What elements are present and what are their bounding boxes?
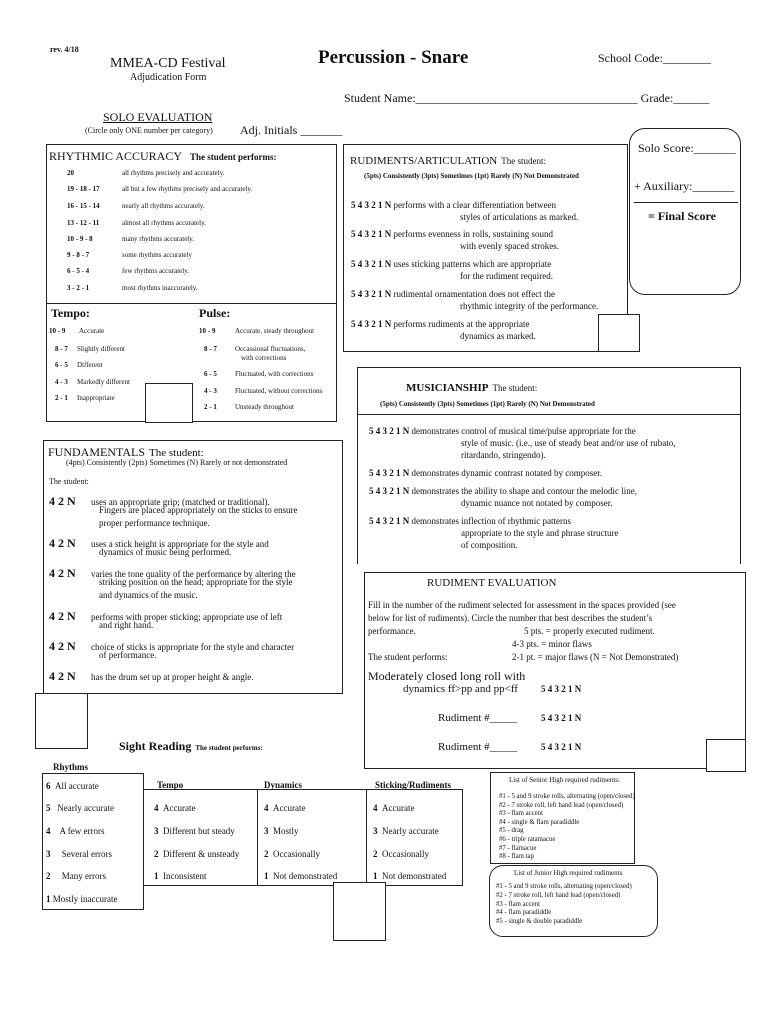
tempo-sight-label: Tempo — [157, 780, 184, 790]
sight-reading-score-box[interactable] — [333, 882, 386, 941]
tempo-sight-desc: Different but steady — [163, 826, 235, 836]
long-roll-dynamics: dynamics ff>pp and pp<ff — [403, 683, 518, 695]
rudiment-item-text: performs with a clear differentiation between — [393, 200, 557, 210]
dynamics-sight-score[interactable]: 2 — [264, 849, 269, 859]
dynamics-sight-label: Dynamics — [264, 780, 302, 790]
fundamentals-item-text: dynamics of music being performed. — [99, 547, 232, 557]
rudiment-item-score[interactable]: 5 4 3 2 1 N — [351, 229, 392, 239]
dynamics-sight-score[interactable]: 3 — [264, 826, 269, 836]
tempo-desc: Different — [77, 361, 103, 369]
dynamics-sight-score[interactable]: 1 — [264, 871, 269, 881]
rudiment-evaluation-title: RUDIMENT EVALUATION — [427, 577, 557, 589]
fundamentals-item-text: varies the tone quality of the performance by altering the — [91, 569, 296, 579]
scoring-key-4-3: 4-3 pts. = minor flaws — [512, 639, 592, 649]
musicianship-item-text: demonstrates dynamic contrast notated by composer. — [411, 468, 602, 478]
rhythmic-score: 19 - 18 - 17 — [67, 185, 100, 193]
fundamentals-lead: The student: — [49, 477, 89, 486]
festival-name: MMEA-CD Festival — [110, 56, 226, 71]
sight-reading-grid — [143, 789, 463, 886]
pulse-desc: Fluctuated, without corrections — [235, 387, 323, 395]
divider — [366, 790, 367, 885]
pulse-title: Pulse: — [199, 306, 231, 320]
senior-list-item: #2 - 7 stroke roll, left hand lead (open/closed) — [499, 801, 624, 809]
rudiment-item-text: rudimental ornamentation does not effect the — [393, 289, 556, 299]
pulse-score: 4 - 3 — [204, 387, 217, 395]
rhythms-score[interactable]: 2 — [46, 871, 51, 881]
junior-rudiment-list — [489, 865, 658, 937]
fundamentals-item-text: of performance. — [99, 650, 157, 660]
senior-rudiment-list — [490, 772, 635, 864]
fundamentals-score-box[interactable] — [35, 693, 88, 749]
rhythmic-score: 20 — [67, 169, 74, 177]
rudiment-number-field-2[interactable]: Rudiment #_____ — [438, 741, 518, 753]
rudiment-item-text: with evenly spaced strokes. — [460, 241, 559, 251]
rudiment-evaluation-section — [364, 572, 746, 769]
fundamentals-item-score[interactable]: 4 2 N — [49, 609, 76, 623]
rhythmic-desc: almost all rhythms accurately. — [122, 219, 206, 227]
rudiment-evaluation-instructions: below for list of rudiments). Circle the number that best describes the student’s — [368, 613, 653, 623]
rudiment-item-text: rhythmic integrity of the performance. — [460, 301, 599, 311]
rhythmic-desc: some rhythms accurately — [122, 251, 192, 259]
rudiments-score-box[interactable] — [598, 314, 640, 352]
rhythmic-accuracy-section — [46, 144, 337, 304]
fundamentals-item-score[interactable]: 4 2 N — [49, 494, 76, 508]
tempo-sight-score[interactable]: 1 — [154, 871, 159, 881]
musicianship-item-score[interactable]: 5 4 3 2 1 N — [369, 426, 410, 436]
tempo-desc: Accurate — [79, 327, 105, 335]
senior-list-title: List of Senior High required rudiments: — [509, 776, 621, 784]
musicianship-item-score[interactable]: 5 4 3 2 1 N — [369, 468, 410, 478]
sticking-sight-desc: Occasionally — [382, 849, 429, 859]
rhythms-score[interactable]: 6 — [46, 781, 51, 791]
tempo-sight-score[interactable]: 3 — [154, 826, 159, 836]
tempo-pulse-score-box[interactable] — [145, 383, 193, 423]
junior-list-item: #1 - 5 and 9 stroke rolls, alternating (open/closed) — [496, 883, 632, 890]
musicianship-header — [357, 367, 741, 415]
musicianship-item-text: dynamic nuance not notated by composer. — [461, 498, 613, 508]
form-name: Adjudication Form — [130, 72, 207, 83]
fundamentals-item-text: proper performance technique. — [99, 518, 210, 528]
rhythmic-score: 16 - 15 - 14 — [67, 202, 100, 210]
sticking-sight-score[interactable]: 2 — [373, 849, 378, 859]
fundamentals-scale: (4pts) Consistently (2pts) Sometimes (N) Rarely or not demonstrated — [66, 458, 288, 467]
tempo-sight-score[interactable]: 4 — [154, 803, 159, 813]
pulse-score: 6 - 5 — [204, 370, 217, 378]
rudiments-articulation-section — [343, 144, 628, 352]
tempo-score: 10 - 9 — [49, 327, 66, 335]
rhythmic-desc: most rhythms inaccurately. — [122, 284, 198, 292]
musicianship-item-text: demonstrates control of musical time/pulse appropriate for the — [411, 426, 636, 436]
fundamentals-item-text: choice of sticks is appropriate for the style and character — [91, 642, 295, 652]
tempo-sight-desc: Inconsistent — [163, 871, 207, 881]
tempo-title: Tempo: — [51, 306, 90, 320]
rhythmic-desc: nearly all rhythms accurately. — [122, 202, 205, 210]
rhythmic-desc: all but a few rhythms precisely and accurately. — [122, 185, 253, 193]
sticking-sight-desc: Accurate — [382, 803, 415, 813]
rhythmic-desc: all rhythms precisely and accurately. — [122, 169, 225, 177]
junior-list-item: #4 - flam paradiddle — [496, 909, 552, 917]
rhythms-desc: Mostly inaccurate — [52, 894, 118, 904]
rudiment-item-text: dynamics as marked. — [460, 331, 536, 341]
musicianship-item-text: ritardando, stringendo). — [461, 450, 546, 460]
junior-list-item: #2 - 7 stroke roll, left hand lead (open/closed) — [496, 891, 621, 899]
rhythmic-score: 13 - 12 - 11 — [67, 219, 100, 227]
senior-list-item: #8 - flam tap — [499, 853, 534, 861]
rudiment-evaluation-score-box[interactable] — [706, 739, 746, 772]
long-roll-label: Moderately closed long roll with — [368, 669, 526, 683]
rhythmic-desc: many rhythms accurately. — [122, 235, 195, 243]
dynamics-sight-desc: Not demonstrated — [273, 871, 338, 881]
rudiment-item-score[interactable]: 5 4 3 2 1 N — [351, 200, 392, 210]
fundamentals-item-score[interactable]: 4 2 N — [49, 669, 76, 683]
sticking-sight-score[interactable]: 4 — [373, 803, 378, 813]
fundamentals-item-text: uses an appropriate grip; (matched or traditional). — [91, 497, 270, 507]
junior-list-items — [496, 883, 632, 927]
solo-score-field[interactable]: Solo Score:_______ — [638, 141, 736, 155]
rudiment-item-score[interactable]: 5 4 3 2 1 N — [351, 259, 392, 269]
fundamentals-item-score[interactable]: 4 2 N — [49, 639, 76, 653]
fundamentals-item-text: Fingers are placed appropriately on the sticks to ensure — [99, 505, 298, 515]
adjudicator-initials-field[interactable]: Adj. Initials _______ — [240, 123, 343, 137]
rudiment-number-field-1[interactable]: Rudiment #_____ — [438, 712, 518, 724]
rhythms-desc: Several errors — [61, 849, 112, 859]
rudiment-1-score[interactable]: 5 4 3 2 1 N — [541, 713, 582, 723]
musicianship-item-text: appropriate to the style and phrase structure — [461, 528, 619, 538]
divider — [257, 790, 258, 885]
tempo-sight-score[interactable]: 2 — [154, 849, 159, 859]
student-performs-label: The student performs: — [368, 652, 448, 662]
tempo-score: 6 - 5 — [55, 361, 68, 369]
pulse-score: 8 - 7 — [204, 345, 217, 353]
fundamentals-item-score[interactable]: 4 2 N — [49, 566, 76, 580]
tempo-desc: Inappropriate — [77, 394, 115, 402]
final-score-label: = Final Score — [648, 209, 716, 223]
dynamics-sight-score[interactable]: 4 — [264, 803, 269, 813]
senior-list-item: #1 - 5 and 9 stroke rolls, alternating (open/closed) — [499, 793, 635, 800]
rudiment-item-score[interactable]: 5 4 3 2 1 N — [351, 289, 392, 299]
rhythms-desc: A few errors — [59, 826, 105, 836]
page-title: Percussion - Snare — [318, 47, 469, 68]
senior-list-item: #3 - flam accent — [499, 810, 543, 818]
fundamentals-item-text: uses a stick height is appropriate for the style and — [91, 539, 269, 549]
sight-reading-title: Sight Reading — [119, 739, 192, 753]
rhythms-desc: All accurate — [55, 781, 99, 791]
rudiment-evaluation-instructions: performance. — [368, 626, 416, 636]
rhythms-score[interactable]: 4 — [46, 826, 51, 836]
tempo-desc: Slightly different — [77, 345, 125, 353]
rudiment-evaluation-instructions: Fill in the number of the rudiment selected for assessment in the spaces provided (see — [368, 600, 676, 610]
dynamics-sight-desc: Occasionally — [273, 849, 320, 859]
rhythms-column — [42, 773, 144, 910]
final-score-box — [629, 128, 741, 295]
rhythmic-desc: few rhythms accurately. — [122, 267, 189, 275]
pulse-score: 2 - 1 — [204, 403, 217, 411]
revision-label: rev. 4/18 — [50, 45, 79, 54]
fundamentals-item-text: performs with proper sticking; appropriate use of left — [91, 612, 283, 622]
rhythms-desc: Nearly accurate — [57, 803, 114, 813]
pulse-desc: Unsteady throughout — [235, 403, 294, 411]
rudiments-title: RUDIMENTS/ARTICULATION — [350, 155, 498, 167]
pulse-desc: Fluctuated, with corrections — [235, 370, 314, 378]
rhythmic-score: 9 - 8 - 7 — [67, 251, 90, 259]
musicianship-item-score[interactable]: 5 4 3 2 1 N — [369, 486, 410, 496]
rudiment-item-score[interactable]: 5 4 3 2 1 N — [351, 319, 392, 329]
junior-list-item: #3 - flam accent — [496, 900, 540, 908]
pulse-desc: Accurate, steady throughout — [235, 327, 315, 335]
rhythmic-score: 3 - 2 - 1 — [67, 284, 90, 292]
musicianship-section — [357, 414, 741, 564]
junior-list-item: #5 - single & double paradiddle — [496, 918, 583, 926]
rhythmic-score: 6 - 5 - 4 — [67, 267, 90, 275]
musicianship-title: MUSICIANSHIP — [406, 382, 489, 394]
rhythms-desc: Many errors — [61, 871, 106, 881]
rudiment-item-text: for the rudiment required. — [460, 271, 553, 281]
fundamentals-item-text: and right hand. — [99, 620, 154, 630]
musicianship-scale: (5pts) Consistently (3pts) Sometimes (1pt) Rarely (N) Not Demonstrated — [380, 400, 595, 408]
tempo-score: 4 - 3 — [55, 378, 68, 386]
senior-list-item: #7 - flamacue — [499, 844, 537, 852]
tempo-sight-desc: Accurate — [163, 803, 196, 813]
musicianship-subtitle: The student: — [492, 383, 538, 393]
fundamentals-item-score[interactable]: 4 2 N — [49, 536, 76, 550]
school-code-field[interactable]: School Code:________ — [598, 51, 711, 65]
fundamentals-title: FUNDAMENTALS — [48, 445, 146, 459]
rudiment-2-score[interactable]: 5 4 3 2 1 N — [541, 742, 582, 752]
rhythmic-score: 10 - 9 - 8 — [67, 235, 93, 243]
senior-list-item: #6 - triple ratamacue — [499, 835, 556, 843]
pulse-desc: Occassional fluctuations, — [235, 345, 306, 353]
senior-list-item: #5 - drag — [499, 827, 524, 835]
dynamics-sight-desc: Mostly — [273, 826, 299, 836]
sticking-sight-label: Sticking/Rudiments — [375, 780, 452, 790]
fundamentals-item-text: has the drum set up at proper height & angle. — [91, 672, 254, 682]
rudiment-item-text: performs evenness in rolls, sustaining sound — [393, 229, 553, 239]
musicianship-item-text: demonstrates the ability to shape and contour the melodic line, — [411, 486, 637, 496]
rudiment-item-text: styles of articulations as marked. — [460, 212, 579, 222]
rhythms-score[interactable]: 5 — [46, 803, 51, 813]
solo-evaluation-heading: SOLO EVALUATION — [103, 110, 213, 124]
rudiment-item-text: performs rudiments at the appropriate — [393, 319, 530, 329]
sticking-sight-score[interactable]: 3 — [373, 826, 378, 836]
long-roll-score[interactable]: 5 4 3 2 1 N — [541, 684, 582, 694]
pulse-score: 10 - 9 — [199, 327, 216, 335]
rhythms-score[interactable]: 3 — [46, 849, 51, 859]
sticking-sight-desc: Nearly accurate — [382, 826, 439, 836]
musicianship-item-text: style of music. (i.e., use of steady beat and/or use of rubato, — [461, 438, 676, 448]
auxiliary-score-field[interactable]: + Auxiliary:_______ — [634, 179, 735, 193]
fundamentals-item-text: and dynamics of the music. — [99, 590, 198, 600]
fundamentals-subtitle: The student: — [149, 447, 204, 459]
divider — [634, 202, 738, 203]
scoring-key-2-1: 2-1 pt. = major flaws (N = Not Demonstrated) — [512, 652, 679, 662]
sticking-sight-desc: Not demonstrated — [382, 871, 447, 881]
fundamentals-item-text: striking position on the head; appropriate for the style — [99, 577, 293, 587]
senior-list-items — [499, 793, 635, 862]
tempo-desc: Markedly different — [77, 378, 130, 386]
student-name-field[interactable]: Student Name:_____________________________________ Grade:______ — [344, 91, 710, 105]
sticking-sight-score[interactable]: 1 — [373, 871, 378, 881]
circle-instruction: (Circle only ONE number per category) — [85, 126, 213, 135]
fundamentals-section — [43, 440, 343, 694]
rhythms-label: Rhythms — [53, 762, 89, 772]
musicianship-item-score[interactable]: 5 4 3 2 1 N — [369, 516, 410, 526]
rhythmic-accuracy-title: RHYTHMIC ACCURACY — [49, 149, 183, 163]
junior-list-title: List of Junior High required rudiments — [514, 869, 623, 877]
rudiment-item-text: uses sticking patterns which are appropriate — [393, 259, 552, 269]
senior-list-item: #4 - single & flam paradiddle — [499, 818, 580, 826]
rudiments-scale: (5pts) Consistently (3pts) Sometimes (1pt) Rarely (N) Not Demonstrated — [364, 172, 579, 180]
dynamics-sight-desc: Accurate — [273, 803, 306, 813]
sight-reading-subtitle: The student performs: — [195, 744, 263, 752]
rudiments-subtitle: The student: — [501, 156, 546, 166]
rhythms-score[interactable]: 1 — [46, 894, 51, 904]
scoring-key-5: 5 pts. = properly executed rudiment. — [524, 626, 655, 636]
pulse-desc: with corrections — [241, 354, 287, 362]
tempo-sight-desc: Different & unsteady — [163, 849, 240, 859]
musicianship-item-text: of composition. — [461, 540, 518, 550]
tempo-score: 8 - 7 — [55, 345, 68, 353]
rhythmic-accuracy-subtitle: The student performs: — [190, 152, 277, 162]
musicianship-item-text: demonstrates inflection of rhythmic patterns — [411, 516, 571, 526]
tempo-score: 2 - 1 — [55, 394, 68, 402]
